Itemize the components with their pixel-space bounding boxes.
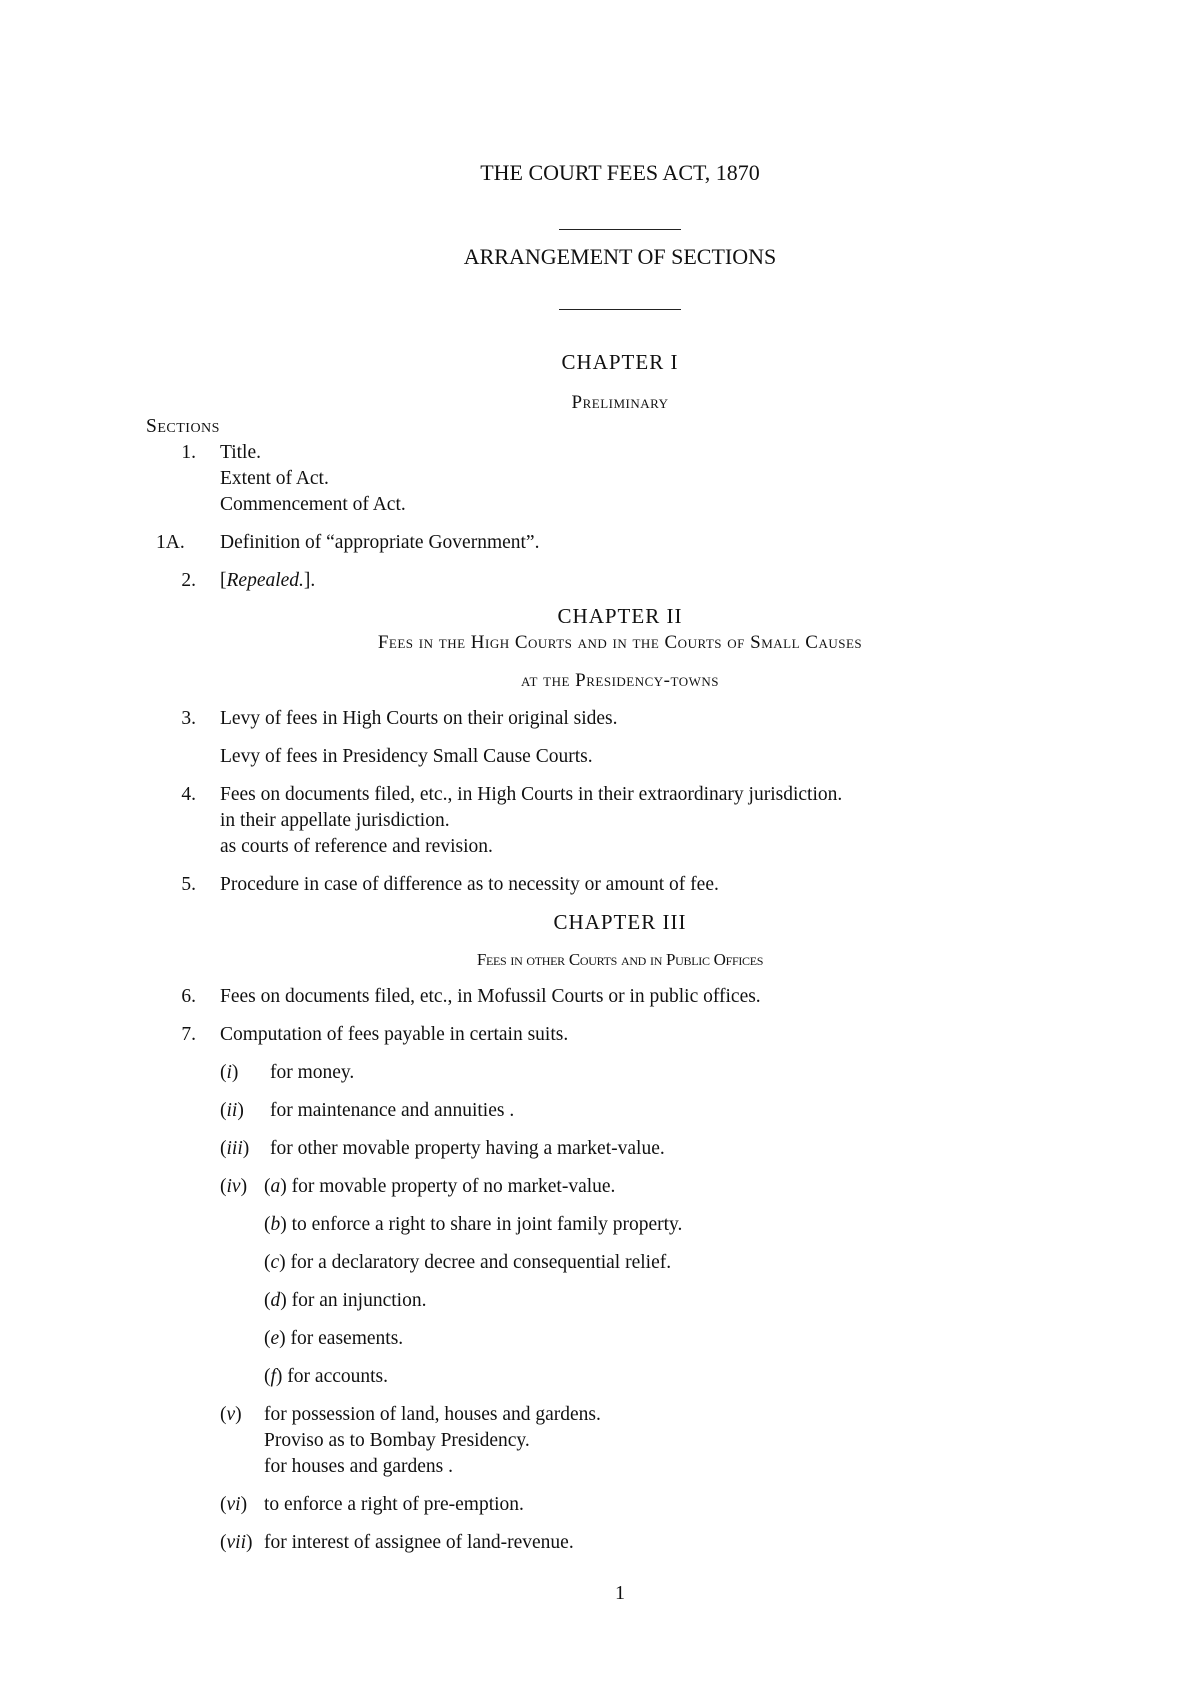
section-1-extent: Extent of Act. bbox=[220, 468, 329, 489]
section-4-number: 4. bbox=[181, 784, 196, 805]
title-divider bbox=[0, 210, 1200, 236]
chapter-2-heading: CHAPTER II bbox=[557, 604, 683, 628]
chapter-1-name: Preliminary bbox=[571, 392, 669, 413]
section-3-small-cause: Levy of fees in Presidency Small Cause Courts. bbox=[220, 746, 593, 767]
section-1a-text: Definition of “appropriate Government”. bbox=[220, 532, 540, 553]
section-6-number: 6. bbox=[181, 986, 196, 1007]
clause-ii-text: for maintenance and annuities . bbox=[270, 1100, 515, 1121]
clause-vii-text: for interest of assignee of land-revenue. bbox=[264, 1532, 574, 1553]
clause-iv-a: (a) for movable property of no market-value. bbox=[264, 1176, 616, 1197]
section-2-number: 2. bbox=[181, 570, 196, 591]
section-4-reference: as courts of reference and revision. bbox=[220, 836, 493, 857]
section-3-number: 3. bbox=[181, 708, 196, 729]
clause-v-label: (v) bbox=[220, 1404, 242, 1425]
clause-v-houses: for houses and gardens . bbox=[264, 1456, 453, 1477]
section-3-original-sides: Levy of fees in High Courts on their original sides. bbox=[220, 708, 618, 729]
section-1-title: Title. bbox=[220, 442, 262, 463]
repealed-label: Repealed. bbox=[226, 570, 304, 591]
act-title: THE COURT FEES ACT, 1870 bbox=[480, 160, 760, 185]
clause-vi-text: to enforce a right of pre-emption. bbox=[264, 1494, 524, 1515]
chapter-3-heading: CHAPTER III bbox=[553, 910, 687, 934]
clause-vii-label: (vii) bbox=[220, 1532, 253, 1553]
section-4-appellate: in their appellate jurisdiction. bbox=[220, 810, 450, 831]
clause-iv-c: (c) for a declaratory decree and consequential relief. bbox=[264, 1252, 672, 1273]
section-4-extraordinary: Fees on documents filed, etc., in High Courts in their extraordinary jurisdiction. bbox=[220, 784, 843, 805]
section-1-commencement: Commencement of Act. bbox=[220, 494, 406, 515]
section-1-number: 1. bbox=[181, 442, 196, 463]
section-5-number: 5. bbox=[181, 874, 196, 895]
section-7-text: Computation of fees payable in certain suits. bbox=[220, 1024, 569, 1045]
clause-iii-text: for other movable property having a market-value. bbox=[270, 1138, 665, 1159]
clause-iv-d: (d) for an injunction. bbox=[264, 1290, 427, 1311]
section-1a-number: 1A. bbox=[156, 532, 185, 553]
section-5-text: Procedure in case of difference as to necessity or amount of fee. bbox=[220, 874, 719, 895]
clause-v-proviso: Proviso as to Bombay Presidency. bbox=[264, 1430, 530, 1451]
chapter-3-name: Fees in other Courts and in Public Offices bbox=[476, 950, 764, 969]
chapter-2-name-line2: at the Presidency-towns bbox=[521, 670, 719, 691]
clause-iv-f: (f) for accounts. bbox=[264, 1366, 389, 1387]
clause-i-text: for money. bbox=[270, 1062, 355, 1083]
clause-vi-label: (vi) bbox=[220, 1494, 248, 1515]
clause-v-text: for possession of land, houses and gardens. bbox=[264, 1404, 601, 1425]
clause-iv-e: (e) for easements. bbox=[264, 1328, 404, 1349]
chapter-2-name-line1: Fees in the High Courts and in the Courts of Small Causes bbox=[377, 632, 863, 653]
clause-iv-label: (iv) bbox=[220, 1176, 248, 1197]
chapter-1-heading: CHAPTER I bbox=[561, 350, 679, 374]
clause-i-label: (i) bbox=[220, 1062, 239, 1083]
section-6-text: Fees on documents filed, etc., in Mofussil Courts or in public offices. bbox=[220, 986, 761, 1007]
clause-iii-label: (iii) bbox=[220, 1138, 250, 1159]
clause-ii-label: (ii) bbox=[220, 1100, 244, 1121]
section-7-number: 7. bbox=[181, 1024, 196, 1045]
page-number: 1 bbox=[615, 1582, 625, 1604]
section-2-text: [Repealed.]. bbox=[220, 570, 316, 591]
clause-iv-b: (b) to enforce a right to share in joint family property. bbox=[264, 1214, 683, 1235]
arrangement-heading: ARRANGEMENT OF SECTIONS bbox=[463, 244, 777, 269]
heading-divider bbox=[0, 290, 1200, 316]
sections-label: Sections bbox=[146, 416, 220, 437]
